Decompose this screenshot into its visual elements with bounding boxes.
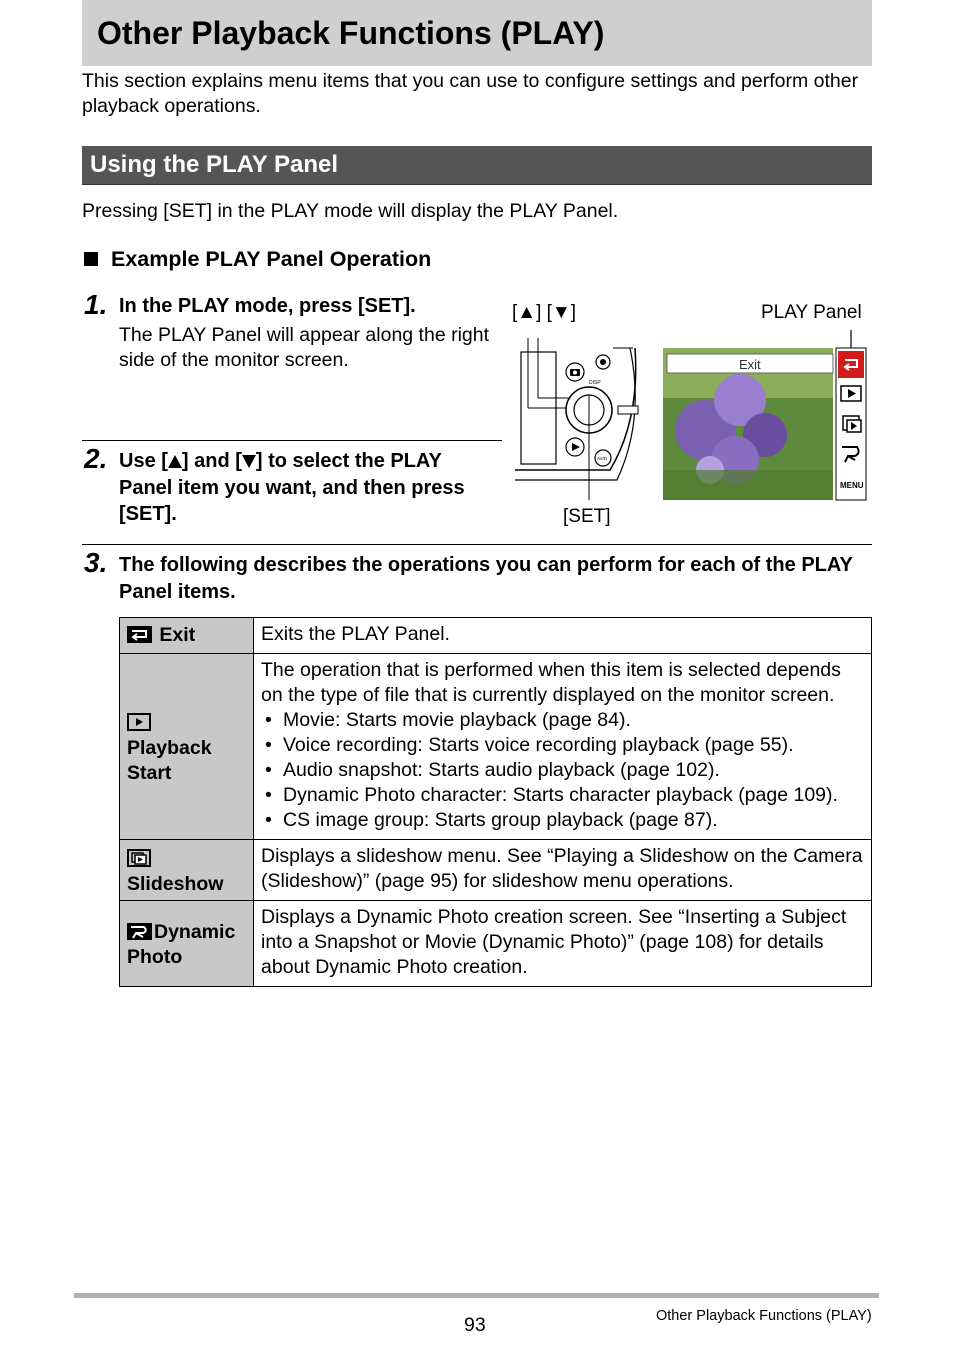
footer-rule <box>74 1293 879 1298</box>
dynamic-photo-icon <box>127 923 152 940</box>
footer-title: Other Playback Functions (PLAY) <box>656 1308 872 1324</box>
step-divider <box>82 544 872 545</box>
table-row <box>120 840 872 901</box>
list-item: • CS image group: Starts group playback (page 87). <box>261 808 863 833</box>
page-title: Other Playback Functions (PLAY) <box>97 15 605 51</box>
step-1-title: In the PLAY mode, press [SET]. <box>119 295 416 317</box>
title-bar <box>82 0 872 66</box>
playback-bullet-list <box>261 708 863 833</box>
exit-label-cell: Exit <box>120 618 254 654</box>
menu-text: MENU <box>840 481 864 490</box>
slideshow-label-cell: Slideshow <box>120 840 254 901</box>
slideshow-icon <box>127 849 151 867</box>
step-3-number: 3. <box>84 547 108 578</box>
table-row <box>120 654 872 840</box>
step-3-title: The following describes the operations you can perform for each of the PLAY Panel items. <box>119 554 853 603</box>
step-1-number: 1. <box>84 289 108 320</box>
camera-diagram <box>505 320 880 510</box>
avid-text: AV/D <box>597 456 608 461</box>
dynamic-photo-label-cell: Dynamic Photo <box>120 901 254 987</box>
list-item: • Audio snapshot: Starts audio playback (page 102). <box>261 758 863 783</box>
step-1-desc: The PLAY Panel will appear along the right side of the monitor screen. <box>119 324 490 371</box>
slideshow-desc-cell: Displays a slideshow menu. See “Playing a Slideshow on the Camera (Slideshow)” (page 95) for slideshow menu operations. <box>254 840 872 901</box>
dynamic-photo-desc-cell: Displays a Dynamic Photo creation screen. See “Inserting a Subject into a Snapshot or Movie (Dynamic Photo)” (page 108) for details about Dynamic Photo creation. <box>254 901 872 987</box>
screen-exit-text: Exit <box>739 357 761 372</box>
example-heading-text: Example PLAY Panel Operation <box>111 247 432 271</box>
updown-label: [▲] [▼] <box>512 302 577 323</box>
list-item: • Dynamic Photo character: Starts character playback (page 109). <box>261 783 863 808</box>
playback-icon <box>127 713 151 731</box>
playback-desc-cell: The operation that is performed when this item is selected depends on the type of file that is currently displayed on the monitor screen. • Movie: Starts movie playback (page 84). • Voice recording: Starts voice recording playback (page 55). • Audio snapshot: Starts audio playback (page 102). • Dynamic Photo character: Starts character playback (page 109). • CS image group: Starts group playback (page 87). <box>254 654 872 840</box>
play-panel-items-table <box>119 617 872 987</box>
disp-text: DISP <box>589 380 601 386</box>
section-title: Using the PLAY Panel <box>90 151 339 178</box>
list-item: • Voice recording: Starts voice recording playback (page 55). <box>261 733 863 758</box>
step-divider <box>82 440 502 441</box>
up-arrow-icon <box>168 455 182 468</box>
example-heading <box>84 246 431 272</box>
down-arrow-icon <box>242 455 256 468</box>
step-2-title: Use [ ] and [ ] to select the PLAY Panel item you want, and then press [SET]. <box>119 450 465 525</box>
page-number: 93 <box>464 1314 486 1336</box>
press-set-text: Pressing [SET] in the PLAY mode will display the PLAY Panel. <box>82 200 619 222</box>
table-row <box>120 618 872 654</box>
section-bar <box>82 146 872 185</box>
playback-label-cell: Playback Start <box>120 654 254 840</box>
intro-text: This section explains menu items that you can use to configure settings and perform other playback operations. <box>82 70 859 117</box>
set-label: [SET] <box>563 506 611 527</box>
square-bullet-icon <box>84 252 98 266</box>
exit-desc-cell: Exits the PLAY Panel. <box>254 618 872 654</box>
exit-icon <box>127 626 152 643</box>
list-item: • Movie: Starts movie playback (page 84). <box>261 708 863 733</box>
play-panel-label: PLAY Panel <box>761 302 862 323</box>
table-row <box>120 901 872 987</box>
step-2-number: 2. <box>84 443 108 474</box>
